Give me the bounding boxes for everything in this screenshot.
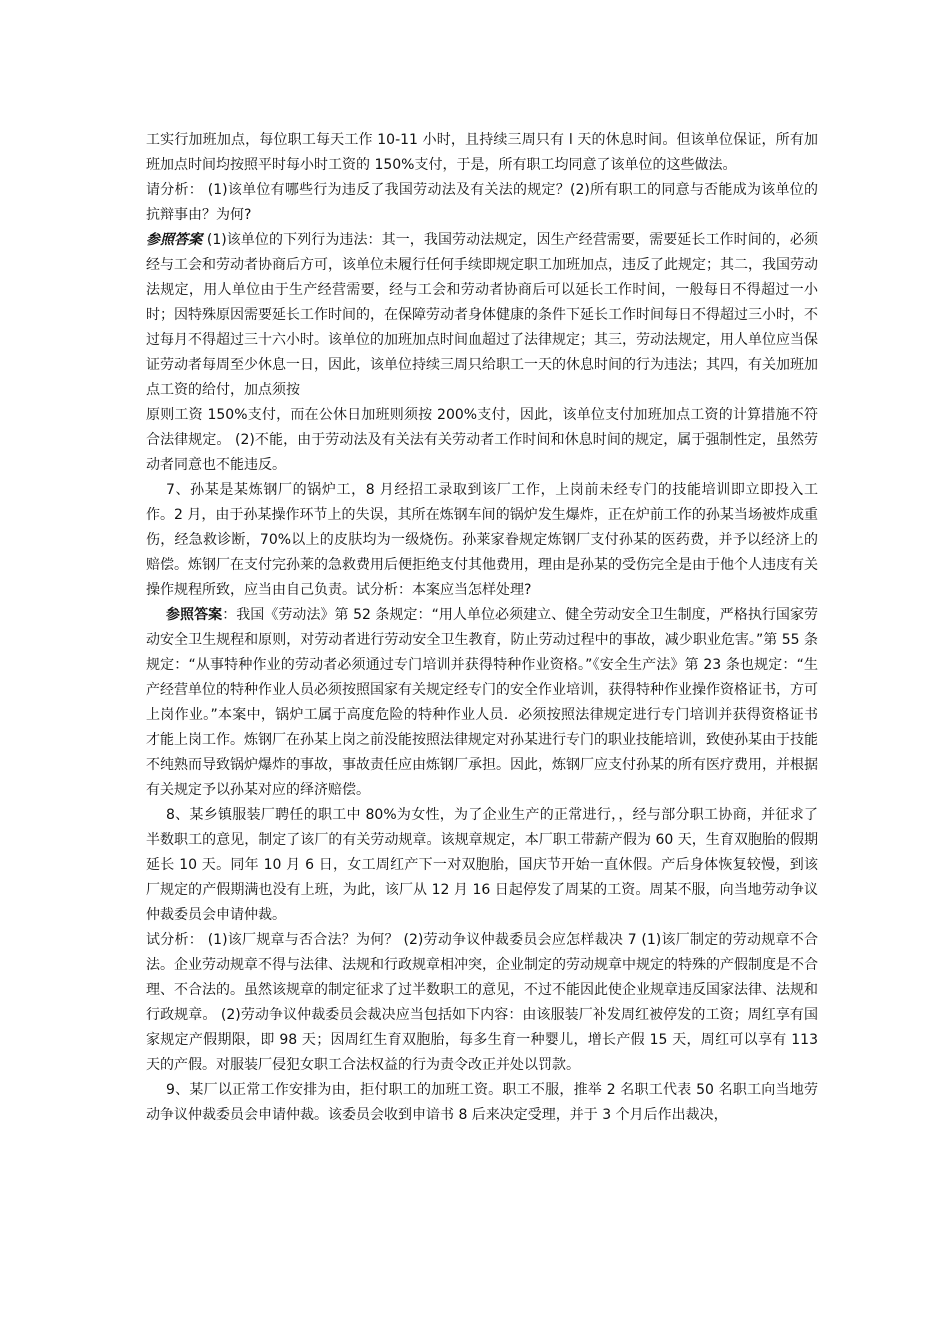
paragraph-case-8: 8、某乡镇服装厂聘任的职工中 80%为女性，为了企业生产的正常进行，，经与部分职工协商，并征求了半数职工的意见，制定了该厂的有关劳动规章。该规章规定，本厂职工带薪产假为 60 天，生育双胞胎的假期延长 10 天。同年 10 月 6 日，女工周红产下一对双胞胎，国庆节开始一直休假。产后身体恢复较慢，到该厂规定的产假期满也没有上班，为此，该厂从 12 月 16 日起停发了周某的工资。周某不服，向当地劳动争议仲裁委员会申请仲裁。 [146,807,818,923]
document-body [146,128,818,1128]
paragraph-case-9: 9、某厂以正常工作安排为由，拒付职工的加班工资。职工不服，推举 2 名职工代表 50 名职工向当地劳动争议仲裁委员会申请仲裁。该委员会收到申谙书 8 后来决定受理，并于 3 个月后作出裁决， [146,1082,818,1123]
paragraph-question: 请分析： (1)该单位有哪些行为违反了我国劳动法及有关法的规定？(2)所有职工的同意与否能成为该单位的抗辩事由？为何? [146,182,818,223]
paragraph-case-7: 7、孙某是某炼钢厂的锅炉工，8 月经招工录取到该厂工作，上岗前未经专门的技能培训即立即投入工作。2 月，由于孙某操作环节上的失误，其所在炼钢车间的锅炉发生爆炸，正在炉前工作的孙某当场被炸成重伤，经急救诊断，70%以上的皮肤均为一级烧伤。孙莱家眷规定炼钢厂支付孙某的医药费，并予以经济上的赔偿。炼钢厂在支付完孙莱的急救费用后便拒绝支付其他费用，理由是孙某的受伤完全是由于他个人违庋有关操作规程所致，应当由自己负责。试分析：本案应当怎样处理? [146,482,818,598]
answer-label: 参照答案 [166,607,223,623]
paragraph-answer-1 [146,228,818,403]
paragraph-answer-1-cont: 原则工资 150%支付，而在公休日加班则须按 200%支付，因此，该单位支付加班加点工资的计算措施不符合法律规定。 (2)不能，由于劳动法及有关法有关劳动者工作时间和休息时间的规定，属于强制性定，虽然劳动者同意也不能违反。 [146,407,818,473]
answer-text: ：我国《劳动法》第 52 条规定：“用人单位必须建立、健全劳动安全卫生制度，严格执行国家劳动安全卫生规程和原则，对劳动者进行劳动安全卫生教育，防止劳动过程中的事故，减少职业危害。”第 55 条规定：“从事特种作业的劳动者必须通过专门培训并获得特种作业资格。”《安全生产法》第 23 条也规定：“生产经营单位的特种作业人员必须按照国家有关规定经专门的安全作业培训，获得特种作业操作资格证书，方可上岗作业。”本案中，锅炉工属于高度危险的特种作业人员．必须按照法律规定进行专门培训并获得资格证书才能上岗工作。炼钢厂在孙某上岗之前没能按照法律规定对孙某进行专门的职业技能培训，致使孙某由于技能不纯熟而导致锅炉爆炸的事故，事故责任应由炼钢厂承担。因此，炼钢厂应支付孙某的所有医疗费用，并根据有关规定予以孙某对应的绎济赔偿。 [146,607,819,798]
answer-label: 参照答案 [146,232,203,248]
paragraph-analysis-8: 试分析： (1)该厂规章与否合法？为何？ (2)劳动争议仲裁委员会应怎样裁决 7 (1)该厂制定的劳动规章不合法。企业劳动规章不得与法律、法规和行政规章相冲突，企业制定的劳动规章中规定的特殊的产假制度是不合理、不合法的。虽然该规章的制定征求了过半数职工的意见，不过不能因此使企业规章违反国家法律、法规和行政规章。 (2)劳动争议仲裁委员会裁决应当包括如下内容：由该服装厂补发周红被停发的工资；周红享有国家规定产假期限，即 98 天；因周红生育双胞胎，每多生育一种婴儿，增长产假 15 天，周红可以享有 113 天的产假。对服装厂侵犯女职工合法权益的行为责令改正并处以罚款。 [146,932,818,1073]
paragraph-answer-7 [146,603,818,803]
answer-text: (1)该单位的下列行为违法：其一，我国劳动法规定，因生产经营需要，需要延长工作时间的，必须经与工会和劳动者协商后方可，该单位未履行任何手续即规定职工加班加点，违反了此规定；其二，我国劳动法规定，用人单位由于生产经营需要，经与工会和劳动者协商后可以延长工作时间，一般每日不得超过一小时；因特殊原因需要延长工作时间的，在保障劳动者身体健康的条件下延长工作时间每日不得超过三小时，不过每月不得超过三十六小时。该单位的加班加点时间血超过了法律规定；其三，劳动法规定，用人单位应当保证劳动者每周至少休息一日，因此，该单位持续三周只给职工一天的休息时间的行为违法；其四，有关加班加点工资的给付，加点须按 [146,232,819,398]
paragraph-case-continuation: 工实行加班加点，每位职工每天工作 10-11 小时，且持续三周只有 l 天的休息时间。但该单位保证，所有加班加点时间均按照平时每小时工资的 150%支付，于是，所有职工均同意了该单位的这些做法。 [146,132,818,173]
